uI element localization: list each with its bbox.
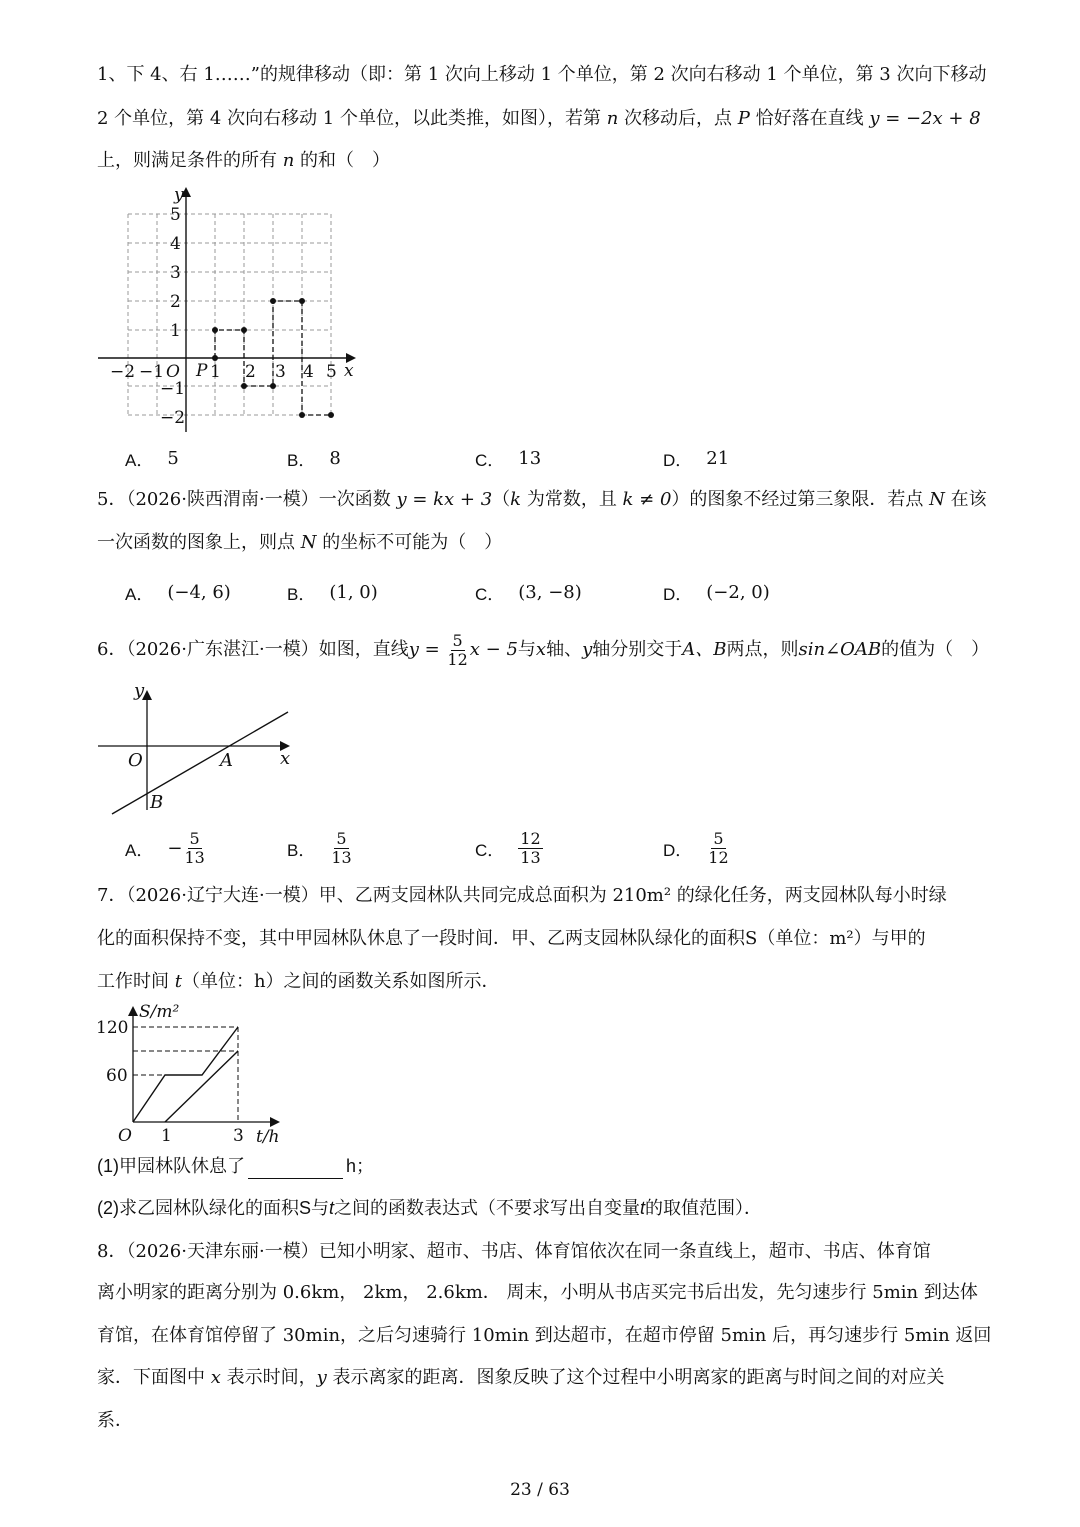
q7-text-line-2: 化的面积保持不变，其中甲园林队休息了一段时间．甲、乙两支园林队绿化的面积S（单位：m²）与甲的 xyxy=(97,928,926,949)
q4-y-tick: −2 xyxy=(160,408,186,428)
q6-slope-fraction: $\frac{5}{12}$ xyxy=(447,630,468,669)
q4-x-label: x xyxy=(344,361,354,381)
q7-x-tick: 1 xyxy=(161,1126,172,1146)
q6-y-label: y xyxy=(134,680,145,701)
q6-point-a-label: A xyxy=(220,750,233,771)
q4-y-tick: 2 xyxy=(170,292,181,312)
q4-x-tick: 2 xyxy=(245,362,256,382)
q4-x-tick: 4 xyxy=(303,362,314,382)
q4-option-d[interactable]: D． 21 xyxy=(663,447,730,470)
q5-option-b[interactable]: B． (1, 0) xyxy=(287,581,378,604)
q4-option-c[interactable]: C． 13 xyxy=(475,447,542,470)
q4-point-label: P xyxy=(196,361,208,381)
q4-y-tick: 4 xyxy=(170,234,181,254)
q8-text-line-2: 离小明家的距离分别为 0.6km， 2km， 2.6km． 周末，小明从书店买完书后出发，先匀速步行 5min 到达体 xyxy=(97,1282,978,1303)
q4-y-label: y xyxy=(174,185,184,205)
q7-y-label: S/m² xyxy=(139,1002,180,1022)
q6-x-label: x xyxy=(280,748,291,769)
q4-text-line-3: 上，则满足条件的所有 n 的和（ ） xyxy=(97,150,391,171)
q4-y-tick: 3 xyxy=(170,263,181,283)
q7-answer-blank[interactable] xyxy=(248,1160,343,1179)
q6-options xyxy=(97,826,997,870)
q4-y-tick: −1 xyxy=(160,379,186,399)
q7-text-line-1: 7．（2026·辽宁大连·一模）甲、乙两支园林队共同完成总面积为 210m² 的绿化任务，两支园林队每小时绿 xyxy=(97,885,947,906)
q7-y-tick: 120 xyxy=(96,1018,129,1038)
q7-function-graph xyxy=(90,1000,290,1150)
q4-origin-label: O xyxy=(166,362,180,382)
q7-sub-question-2: (2)求乙园林队绿化的面积S与t之间的函数表达式（不要求写出自变量t的取值范围）． xyxy=(97,1198,763,1218)
q6-point-b-label: B xyxy=(150,792,164,813)
q6-option-d[interactable]: D． $\frac{5}{12}$ xyxy=(663,828,729,867)
q4-option-b[interactable]: B． 8 xyxy=(287,447,341,470)
q6-line-graph xyxy=(90,680,310,815)
q4-grid-graph xyxy=(90,182,370,444)
q4-text-line-2: 2 个单位，第 4 次向右移动 1 个单位，以此类推，如图），若第 n 次移动后，点 P 恰好落在直线 y = −2x + 8 xyxy=(97,108,981,129)
q6-option-c[interactable]: C． $\frac{12}{13}$ xyxy=(475,828,541,867)
q5-text-line-2: 一次函数的图象上，则点 N 的坐标不可能为（ ） xyxy=(97,532,503,553)
q7-y-tick: 60 xyxy=(106,1066,128,1086)
q6-option-a[interactable]: A． − $\frac{5}{13}$ xyxy=(125,828,205,867)
q7-x-tick: 3 xyxy=(233,1126,244,1146)
q4-text-line-1: 1、下 4、右 1……”的规律移动（即：第 1 次向上移动 1 个单位，第 2 次向右移动 1 个单位，第 3 次向下移动 xyxy=(97,64,987,85)
q7-origin-label: O xyxy=(118,1126,132,1146)
q4-y-tick: 1 xyxy=(170,321,181,341)
q4-x-tick: −1 xyxy=(139,362,165,382)
q4-option-a[interactable]: A． 5 xyxy=(125,447,179,470)
q7-sub-question-1: (1)甲园林队休息了 h； xyxy=(97,1153,374,1179)
page-number: 23 / 63 xyxy=(510,1480,570,1500)
q7-team-a-line xyxy=(133,1027,238,1122)
q4-gridlines xyxy=(128,214,331,415)
q4-y-tick: 5 xyxy=(170,205,181,225)
q5-option-d[interactable]: D． (−2, 0) xyxy=(663,581,770,604)
y-axis-arrow-icon xyxy=(128,1006,138,1016)
q6-origin-label: O xyxy=(128,750,143,771)
q4-x-tick: 5 xyxy=(326,362,337,382)
q8-text-line-1: 8．（2026·天津东丽·一模）已知小明家、超市、书店、体育馆依次在同一条直线上，超市、书店、体育馆 xyxy=(97,1241,931,1262)
q8-text-line-3: 育馆，在体育馆停留了 30min，之后匀速骑行 10min 到达超市，在超市停留 5min 后，再匀速步行 5min 返回 xyxy=(97,1325,992,1346)
q8-text-line-5: 系． xyxy=(97,1410,133,1431)
q4-options xyxy=(97,438,997,478)
q5-text-line-1: 5．（2026·陕西渭南·一模）一次函数 y = kx + 3（k 为常数，且 k ≠ 0）的图象不经过第三象限．若点 N 在该 xyxy=(97,489,987,510)
q7-x-label: t/h xyxy=(256,1127,280,1147)
q7-team-b-line xyxy=(165,1051,238,1122)
q4-x-tick: 3 xyxy=(275,362,286,382)
q5-option-c[interactable]: C． (3, −8) xyxy=(475,581,582,604)
q6-option-b[interactable]: B． $\frac{5}{13}$ xyxy=(287,828,352,867)
q6-text-line-1: 6．（2026·广东湛江·一模）如图，直线 y = $\frac{5}{12}$ x − 5 与 x 轴、 y 轴分别交于 A、B 两点，则 sin∠OAB 的值为（ ） xyxy=(97,630,990,669)
q5-option-a[interactable]: A． (−4, 6) xyxy=(125,581,231,604)
q4-x-tick: −2 xyxy=(110,362,136,382)
q4-axes xyxy=(98,192,352,432)
q5-options xyxy=(97,572,997,612)
q8-text-line-4: 家．下面图中 x 表示时间，y 表示离家的距离．图象反映了这个过程中小明离家的距离与时间之间的对应关 xyxy=(97,1367,945,1388)
q4-x-tick: 1 xyxy=(210,362,221,382)
q7-text-line-3: 工作时间 t（单位：h）之间的函数关系如图所示． xyxy=(97,971,500,992)
x-axis-arrow-icon xyxy=(270,1117,280,1127)
